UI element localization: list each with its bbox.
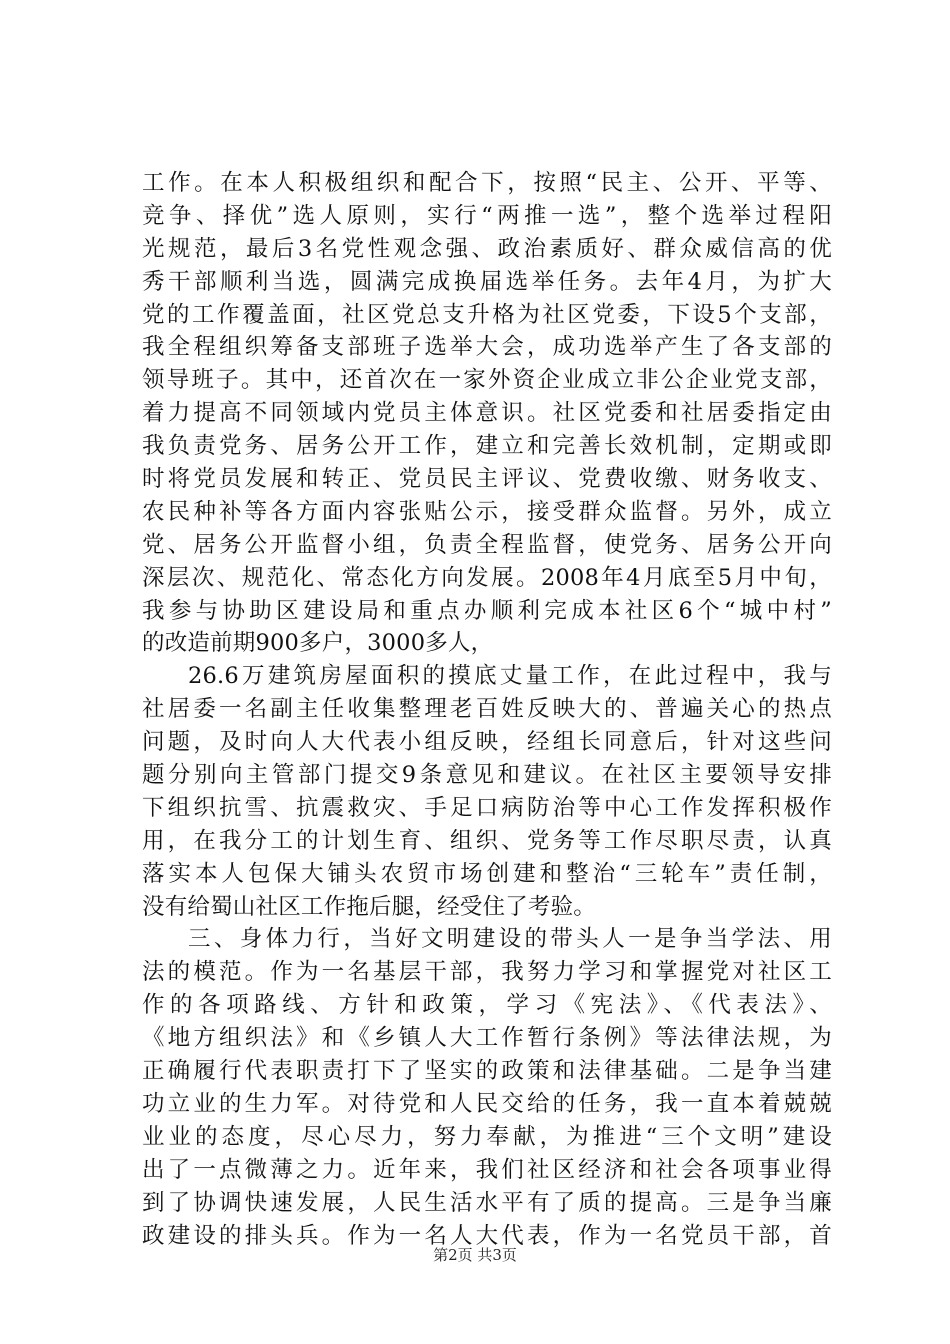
text-line: 秀干部顺利当选，圆满完成换届选举任务。去年4月，为扩大	[142, 268, 832, 295]
text-line: 社居委一名副主任收集整理老百姓反映大的、普遍关心的热点	[142, 696, 832, 723]
text-line: 问题，及时向人大代表小组反映，经组长同意后，针对这些问	[142, 729, 832, 756]
text-line: 竞争、择优”选人原则，实行“两推一选”，整个选举过程阳	[142, 202, 832, 229]
text-line: 业业的态度，尽心尽力，努力奉献，为推进“三个文明”建设	[142, 1123, 832, 1150]
text-line: 出了一点微薄之力。近年来，我们社区经济和社会各项事业得	[142, 1156, 832, 1183]
text-line: 我全程组织筹备支部班子选举大会，成功选举产生了各支部的	[142, 334, 832, 361]
text-line: 深层次、规范化、常态化方向发展。2008年4月底至5月中旬，	[142, 564, 832, 591]
text-line: 《地方组织法》和《乡镇人大工作暂行条例》等法律法规，为	[142, 1025, 832, 1052]
text-line: 下组织抗雪、抗震救灾、手足口病防治等中心工作发挥积极作	[142, 794, 832, 821]
text-line: 着力提高不同领域内党员主体意识。社区党委和社居委指定由	[142, 400, 832, 427]
text-line: 党、居务公开监督小组，负责全程监督，使党务、居务公开向	[142, 531, 832, 558]
text-line: 政建设的排头兵。作为一名人大代表，作为一名党员干部，首	[142, 1222, 832, 1249]
text-line: 没有给蜀山社区工作拖后腿，经受住了考验。	[142, 893, 597, 920]
text-line: 题分别向主管部门提交9条意见和建议。在社区主要领导安排	[142, 762, 832, 789]
page-number-footer: 第2页 共3页	[433, 1246, 517, 1264]
text-line: 落实本人包保大铺头农贸市场创建和整治“三轮车”责任制，	[142, 860, 832, 887]
text-line: 我参与协助区建设局和重点办顺利完成本社区6个“城中村”	[142, 597, 832, 624]
text-line: 我负责党务、居务公开工作，建立和完善长效机制，定期或即	[142, 433, 832, 460]
paragraph-start-line: 26.6万建筑房屋面积的摸底丈量工作，在此过程中，我与	[188, 663, 832, 690]
text-line: 用，在我分工的计划生育、组织、党务等工作尽职尽责，认真	[142, 827, 832, 854]
paragraph-start-line: 三、身体力行，当好文明建设的带头人一是争当学法、用	[188, 926, 832, 953]
text-line: 到了协调快速发展，人民生活水平有了质的提高。三是争当廉	[142, 1189, 832, 1216]
text-line: 工作。在本人积极组织和配合下，按照“民主、公开、平等、	[142, 170, 832, 196]
text-line: 时将党员发展和转正、党员民主评议、党费收缴、财务收支、	[142, 466, 832, 493]
text-line: 农民种补等各方面内容张贴公示，接受群众监督。另外，成立	[142, 498, 832, 525]
text-line: 的改造前期900多户，3000多人，	[142, 630, 494, 657]
text-line: 作的各项路线、方针和政策，学习《宪法》、《代表法》、	[142, 992, 832, 1019]
body-text	[142, 167, 832, 1252]
text-line: 正确履行代表职责打下了坚实的政策和法律基础。二是争当建	[142, 1058, 832, 1085]
text-line: 领导班子。其中，还首次在一家外资企业成立非公企业党支部，	[142, 367, 832, 394]
text-line: 党的工作覆盖面，社区党总支升格为社区党委，下设5个支部，	[142, 301, 832, 328]
text-line: 光规范，最后3名党性观念强、政治素质好、群众威信高的优	[142, 235, 832, 262]
text-line: 法的模范。作为一名基层干部，我努力学习和掌握党对社区工	[142, 959, 832, 986]
text-line: 功立业的生力军。对待党和人民交给的任务，我一直本着兢兢	[142, 1090, 832, 1117]
